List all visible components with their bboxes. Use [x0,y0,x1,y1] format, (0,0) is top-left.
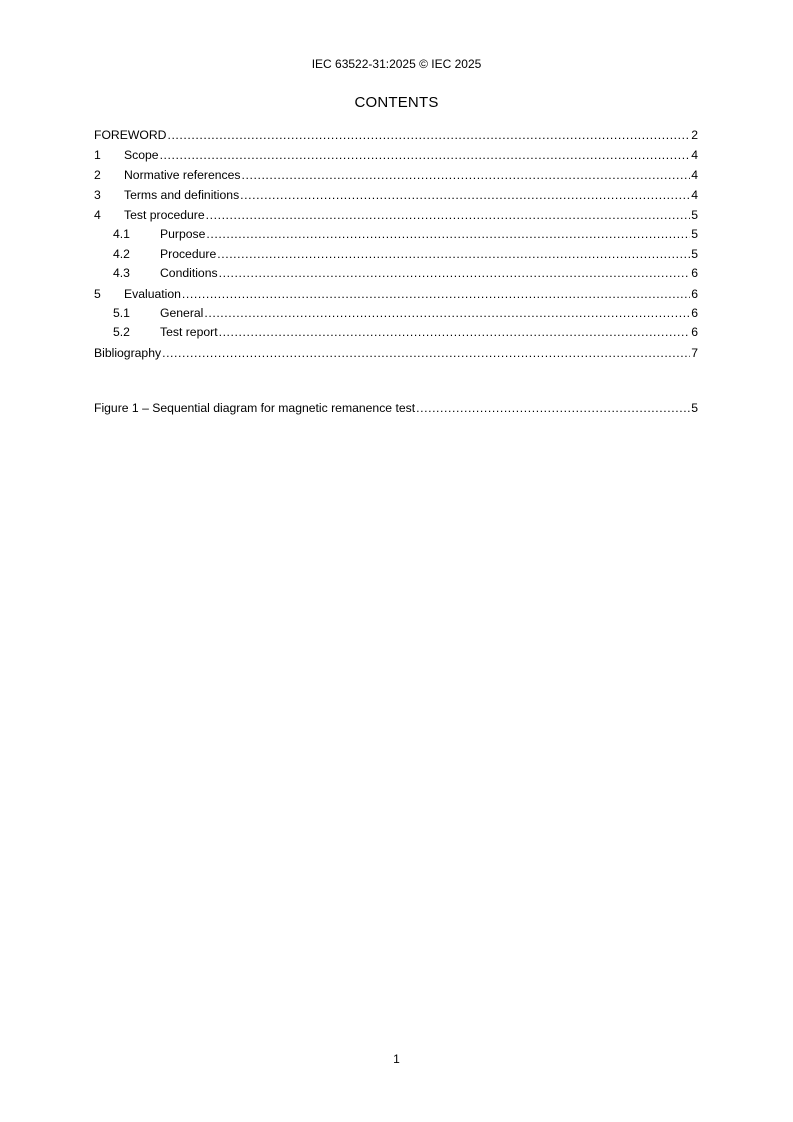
dot-leader [182,284,690,304]
figure-entry-1[interactable] [94,398,698,418]
toc-entry-label: Conditions [160,266,218,280]
toc-entry-page: 6 [691,325,698,339]
figure-entry-label: Figure 1 – Sequential diagram for magnetic remanence test [94,401,416,415]
toc-entry-scope[interactable] [94,145,698,165]
toc-entry-page: 5 [691,227,698,241]
figure-entry-page: 5 [691,401,698,415]
toc-entry-label: Normative references [124,168,241,182]
dot-leader [219,323,691,343]
page-header: IEC 63522-31:2025 © IEC 2025 [311,57,482,71]
toc-entry-label: Bibliography [94,345,162,360]
dot-leader [416,398,690,418]
toc-entry-conditions[interactable] [94,264,698,284]
list-of-figures [94,398,698,418]
toc-entry-page: 5 [691,208,698,222]
toc-entry-number: 3 [94,188,101,202]
toc-entry-label: FOREWORD [94,128,167,142]
toc-entry-procedure[interactable] [94,245,698,265]
toc-entry-evaluation[interactable] [94,284,698,304]
toc-entry-page: 7 [691,345,698,360]
toc-entry-number: 1 [94,148,101,162]
dot-leader [217,245,690,265]
dot-leader [167,125,690,145]
toc-entry-number: 5.1 [113,305,130,320]
table-of-contents [94,125,698,363]
toc-entry-label: Evaluation [124,286,181,301]
toc-entry-page: 6 [691,305,698,320]
toc-entry-page: 6 [691,286,698,301]
toc-entry-label: Terms and definitions [124,188,240,202]
dot-leader [160,145,691,165]
toc-entry-label: Test procedure [124,208,205,222]
toc-entry-purpose[interactable] [94,225,698,245]
dot-leader [206,225,690,245]
toc-entry-number: 4.1 [113,227,130,241]
dot-leader [206,205,691,225]
toc-entry-page: 4 [691,148,698,162]
toc-entry-page: 4 [691,168,698,182]
toc-entry-label: Scope [124,148,159,162]
toc-entry-number: 5.2 [113,325,130,339]
toc-entry-test-procedure[interactable] [94,205,698,225]
toc-entry-number: 4 [94,208,101,222]
toc-entry-label: Purpose [160,227,206,241]
dot-leader [240,185,690,205]
toc-entry-page: 2 [691,128,698,142]
toc-entry-test-report[interactable] [94,323,698,343]
dot-leader [162,343,690,363]
dot-leader [204,304,690,324]
toc-entry-page: 6 [691,266,698,280]
page-title: CONTENTS [354,94,439,111]
toc-entry-bibliography[interactable] [94,343,698,363]
toc-entry-page: 5 [691,246,698,261]
toc-entry-normative-references[interactable] [94,165,698,185]
toc-entry-label: General [160,305,204,320]
toc-entry-general[interactable] [94,304,698,324]
toc-entry-page: 4 [691,188,698,202]
toc-entry-number: 5 [94,286,101,301]
toc-entry-number: 4.2 [113,246,130,261]
dot-leader [219,264,691,284]
toc-entry-number: 4.3 [113,266,130,280]
dot-leader [242,165,691,185]
toc-entry-terms-and-definitions[interactable] [94,185,698,205]
toc-entry-label: Test report [160,325,218,339]
page-number: 1 [393,1052,400,1066]
toc-entry-number: 2 [94,168,101,182]
toc-entry-foreword[interactable] [94,125,698,145]
toc-entry-label: Procedure [160,246,217,261]
